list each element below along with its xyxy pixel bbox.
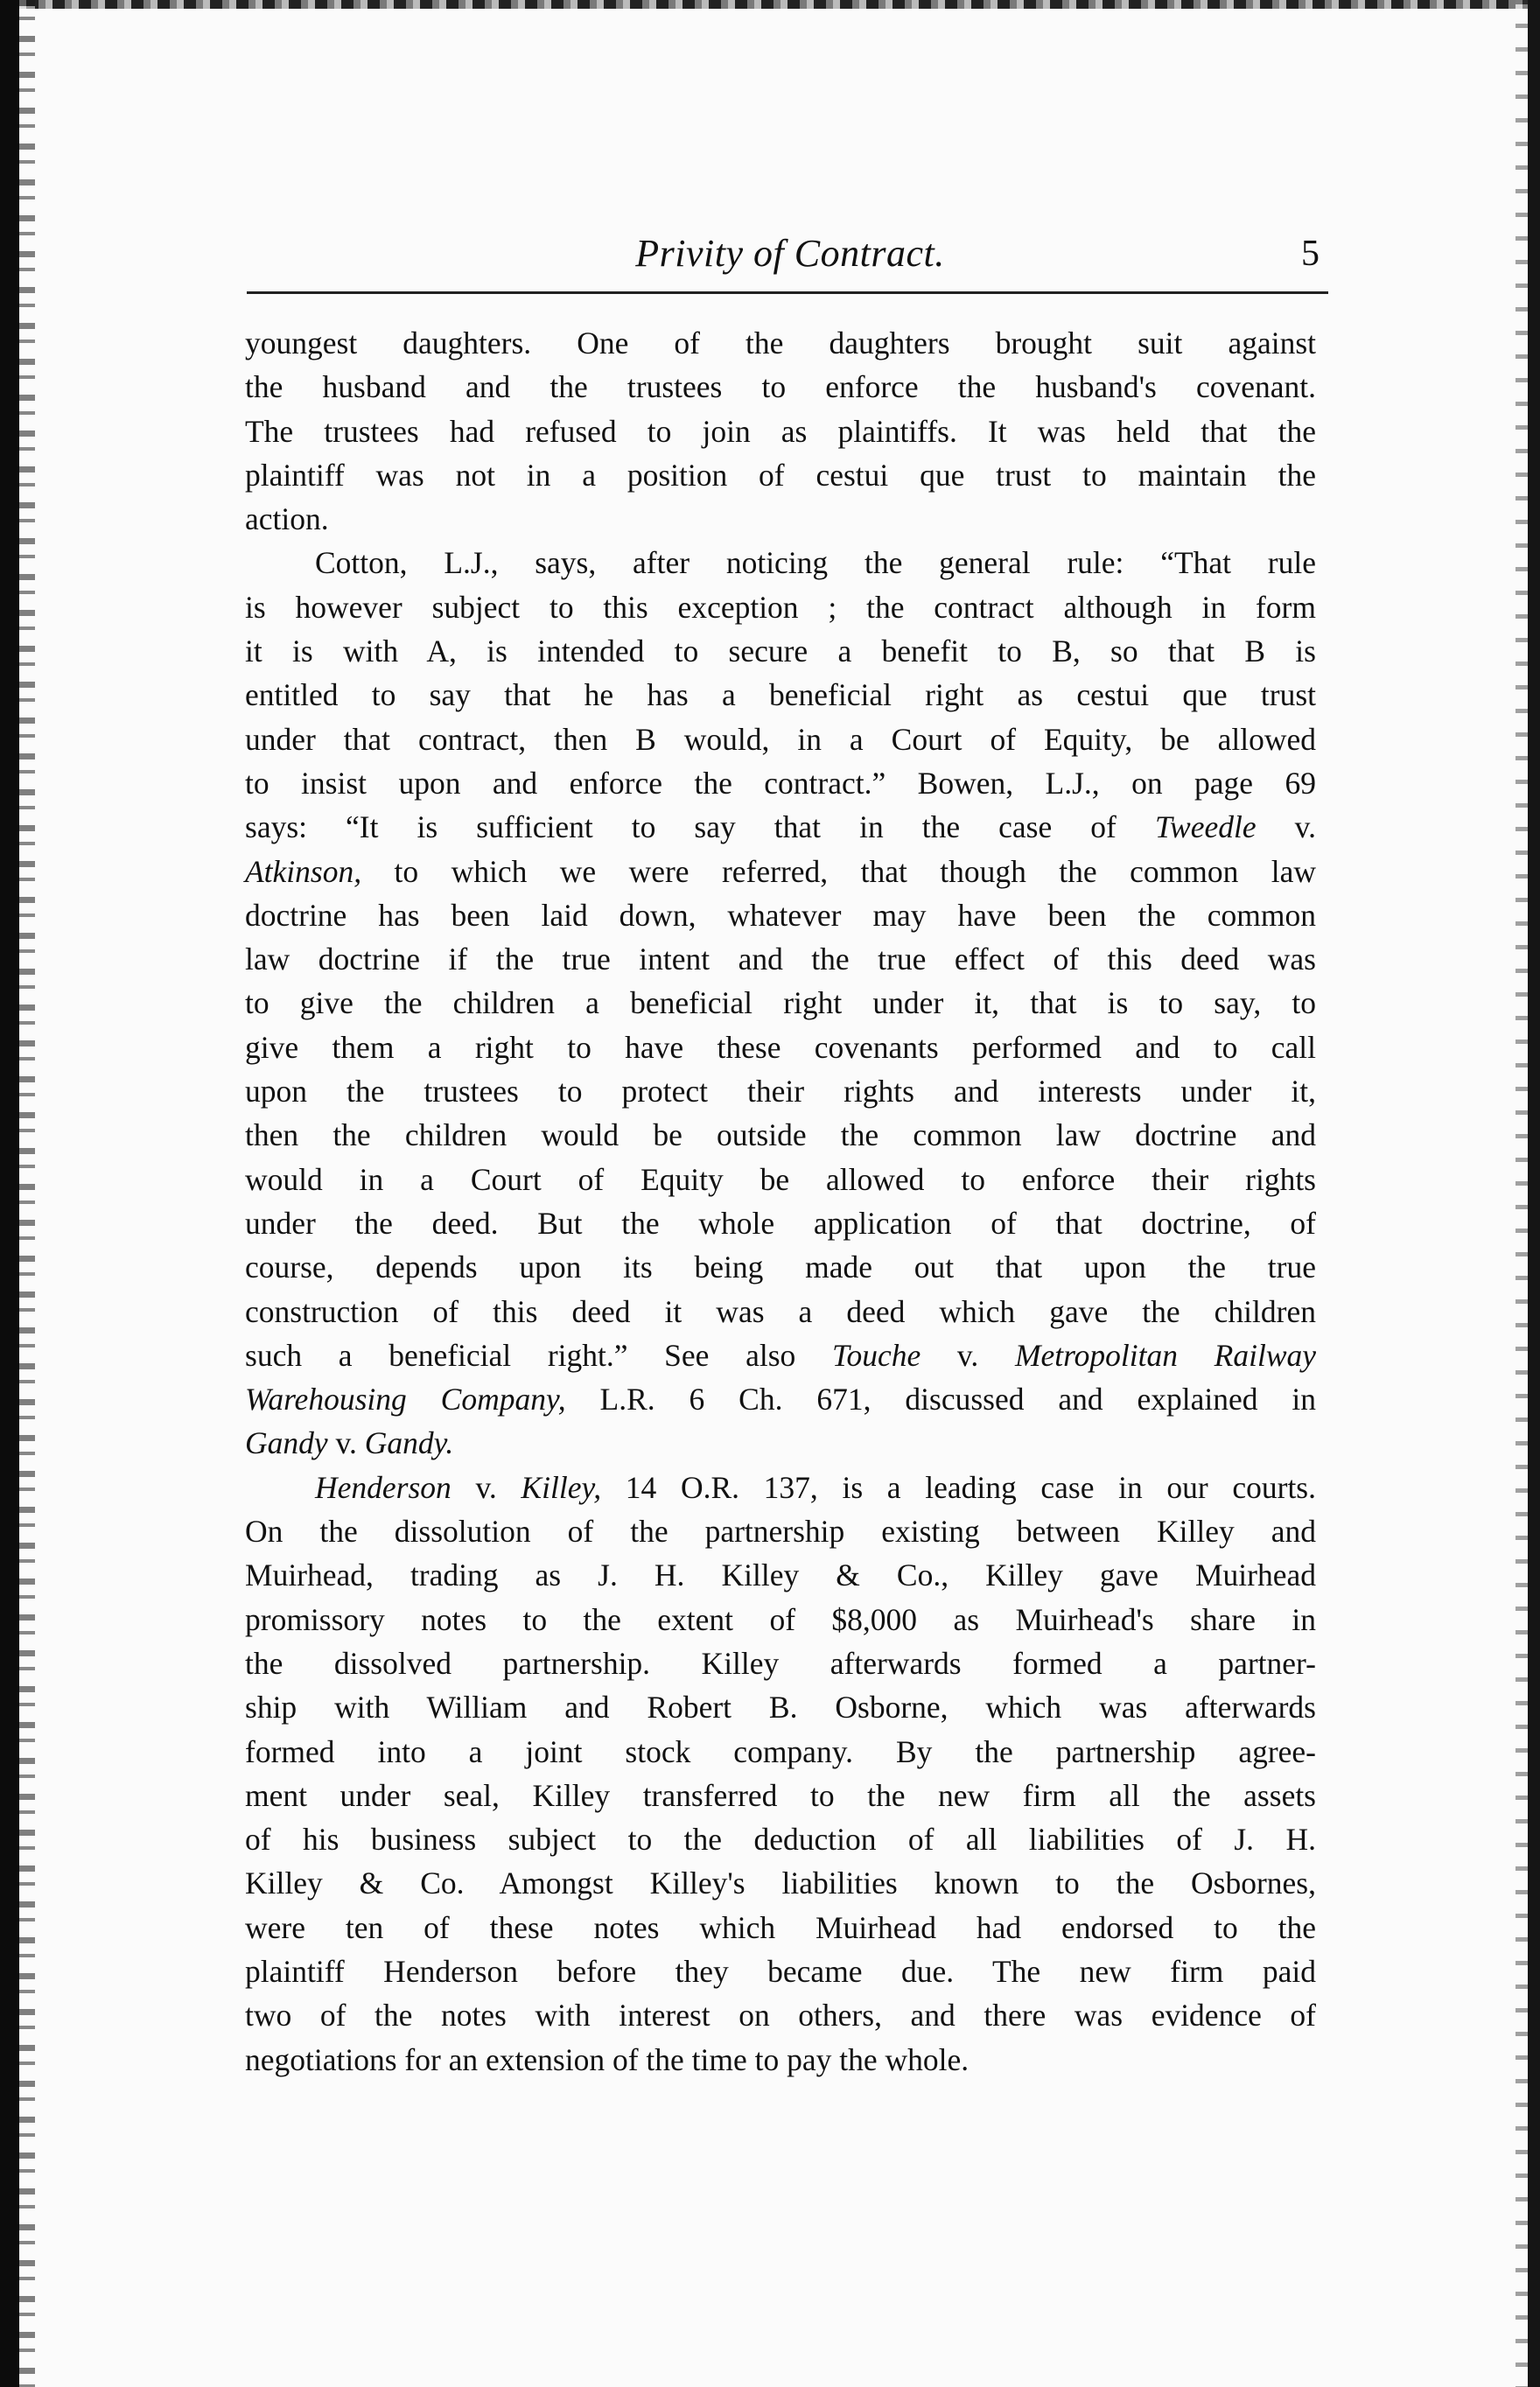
text-line — [245, 1950, 1316, 1993]
text-run: plaintiff was not in a position of cestui que trust to maintain the — [245, 457, 1316, 493]
text-run: entitled to say that he has a beneficial right as cestui que trust — [245, 677, 1316, 713]
text-run: under that contract, then B would, in a Court of Equity, be allowed — [245, 721, 1316, 757]
paragraph-1 — [245, 321, 1316, 541]
paragraph-3 — [245, 1466, 1316, 2082]
text-line — [245, 585, 1316, 629]
text-line — [245, 1466, 1316, 1509]
text-line — [245, 1642, 1316, 1685]
text-line — [245, 1158, 1316, 1201]
text-line — [245, 1201, 1316, 1245]
page-number: 5 — [1301, 234, 1320, 274]
text-line — [245, 497, 1316, 541]
text-line — [245, 937, 1316, 981]
text-line — [245, 1377, 1316, 1421]
text-line — [245, 541, 1316, 584]
text-line — [245, 1334, 1316, 1377]
text-run: is however subject to this exception ; the contract although in form — [245, 589, 1316, 625]
text-run: The trustees had refused to join as plaintiffs. It was held that the — [245, 413, 1316, 449]
text-run: plaintiff Henderson before they became due. The new firm paid — [245, 1953, 1316, 1989]
text-line — [245, 410, 1316, 453]
running-header — [256, 219, 1325, 289]
text-line — [245, 2038, 1316, 2082]
text-run: to give the children a beneficial right under it, that is to say, to — [245, 985, 1316, 1021]
scan-edge-left-noise — [19, 0, 35, 2387]
paragraph-2 — [245, 541, 1316, 1465]
italic-citation: Tweedle — [1154, 809, 1256, 845]
text-run: Killey & Co. Amongst Killey's liabilities known to the Osbornes, — [245, 1866, 1316, 1901]
text-line — [245, 1685, 1316, 1729]
text-run: formed into a joint stock company. By the partnership agree- — [245, 1733, 1316, 1769]
text-run: to which we were referred, that though the common law — [361, 853, 1316, 889]
text-line — [245, 1113, 1316, 1157]
scan-edge-top — [0, 0, 1540, 9]
text-line — [245, 1509, 1316, 1553]
text-line — [245, 1290, 1316, 1334]
text-run: then the children would be outside the common law doctrine and — [245, 1117, 1316, 1153]
running-title: Privity of Contract. — [635, 232, 945, 275]
text-run: negotiations for an extension of the time to pay the whole. — [245, 2041, 970, 2077]
italic-citation: Gandy — [245, 1425, 328, 1461]
italic-citation: Gandy. — [364, 1425, 454, 1461]
text-run: Muirhead, trading as J. H. Killey & Co., Killey gave Muirhead — [245, 1558, 1316, 1593]
text-line — [245, 1906, 1316, 1950]
text-run: doctrine has been laid down, whatever may have been the common — [245, 897, 1316, 933]
text-run: youngest daughters. One of the daughters brought suit against — [245, 326, 1316, 360]
text-line — [245, 1817, 1316, 1861]
text-run: the husband and the trustees to enforce the husband's covenant. — [245, 369, 1316, 405]
text-line — [245, 850, 1316, 893]
text-line — [245, 321, 1316, 365]
text-line — [245, 1069, 1316, 1113]
text-run: two of the notes with interest on others, and there was evidence of — [245, 1998, 1316, 2034]
text-run: the dissolved partnership. Killey afterwards formed a partner- — [245, 1645, 1316, 1681]
scan-edge-right-noise — [1516, 0, 1528, 2387]
body-text — [245, 321, 1316, 2082]
text-line — [245, 718, 1316, 761]
text-run: under the deed. But the whole application of that doctrine, of — [245, 1205, 1316, 1241]
italic-citation: Metropolitan Railway — [1014, 1337, 1317, 1373]
text-line — [245, 893, 1316, 937]
text-line — [245, 1993, 1316, 2037]
scan-edge-right — [1528, 0, 1540, 2387]
text-line — [245, 805, 1316, 849]
text-line — [245, 1245, 1316, 1289]
text-run: law doctrine if the true intent and the true effect of this deed was — [245, 942, 1316, 977]
text-run: such a beneficial right.” See also — [245, 1337, 832, 1373]
italic-citation: Henderson — [315, 1469, 452, 1505]
text-run: were ten of these notes which Muirhead had endorsed to the — [245, 1909, 1316, 1945]
text-line — [245, 1026, 1316, 1069]
text-run: to insist upon and enforce the contract.” Bowen, L.J., on page 69 — [245, 765, 1316, 801]
text-line — [245, 453, 1316, 497]
text-run: says: “It is sufficient to say that in the case of — [245, 809, 1155, 845]
text-line — [245, 1730, 1316, 1774]
text-run: promissory notes to the extent of $8,000 as Muirhead's share in — [245, 1601, 1316, 1637]
text-line — [245, 629, 1316, 673]
text-run: Cotton, L.J., says, after noticing the general rule: “That rule — [315, 545, 1316, 581]
text-run: upon the trustees to protect their rights and interests under it, — [245, 1074, 1316, 1110]
text-run: On the dissolution of the partnership existing between Killey and — [245, 1514, 1316, 1550]
text-line — [245, 1774, 1316, 1817]
text-run: v. — [327, 1425, 365, 1461]
italic-citation: Killey, — [521, 1469, 602, 1505]
text-run: v. — [1256, 809, 1316, 845]
text-line — [245, 365, 1316, 409]
text-run: would in a Court of Equity be allowed to enforce their rights — [245, 1161, 1316, 1197]
text-line — [245, 1553, 1316, 1597]
header-rule — [247, 291, 1328, 294]
text-run: action. — [245, 501, 329, 537]
italic-citation: Warehousing Company, — [245, 1382, 566, 1418]
text-line — [245, 673, 1316, 717]
text-line — [245, 1861, 1316, 1905]
text-line — [245, 1598, 1316, 1642]
text-run: v. — [451, 1469, 522, 1505]
text-line — [245, 761, 1316, 805]
text-run: L.R. 6 Ch. 671, discussed and explained in — [565, 1382, 1317, 1418]
text-run: it is with A, is intended to secure a benefit to B, so that B is — [245, 634, 1316, 669]
text-run: ment under seal, Killey transferred to the new firm all the assets — [245, 1777, 1316, 1813]
text-run: of his business subject to the deduction of all liabilities of J. H. — [245, 1822, 1316, 1858]
italic-citation: Atkinson, — [245, 853, 362, 889]
text-run: course, depends upon its being made out that upon the true — [245, 1250, 1316, 1285]
text-run: 14 O.R. 137, is a leading case in our courts. — [601, 1469, 1316, 1505]
text-line — [245, 1421, 1316, 1465]
text-run: v. — [920, 1337, 1015, 1373]
text-line — [245, 981, 1316, 1025]
italic-citation: Touche — [832, 1337, 921, 1373]
text-run: give them a right to have these covenants performed and to call — [245, 1029, 1316, 1065]
text-run: construction of this deed it was a deed which gave the children — [245, 1293, 1316, 1329]
scan-edge-left — [0, 0, 19, 2387]
text-run: ship with William and Robert B. Osborne, which was afterwards — [245, 1690, 1316, 1726]
